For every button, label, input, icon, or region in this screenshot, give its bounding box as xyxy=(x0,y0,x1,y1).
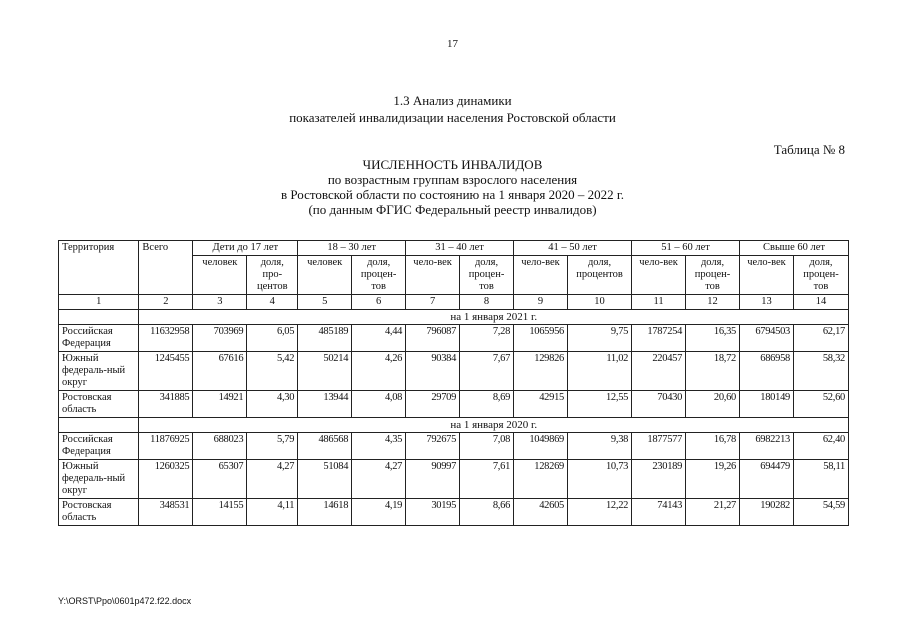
value-cell: 58,11 xyxy=(793,460,848,499)
period-label: на 1 января 2020 г. xyxy=(139,418,849,433)
value-cell: 7,28 xyxy=(460,325,514,352)
value-cell: 62,17 xyxy=(793,325,848,352)
column-number: 4 xyxy=(247,295,298,310)
value-cell: 50214 xyxy=(298,352,352,391)
section-title-line2: показателей инвалидизации населения Ростовской области xyxy=(289,110,616,125)
table-row xyxy=(59,352,849,391)
value-cell: 180149 xyxy=(740,391,794,418)
territory-cell: Российская Федерация xyxy=(59,325,139,352)
header-sub-people: человек xyxy=(193,256,247,295)
header-sub-people: чело-век xyxy=(632,256,686,295)
value-cell: 796087 xyxy=(406,325,460,352)
header-group: 41 – 50 лет xyxy=(514,241,632,256)
value-cell: 30195 xyxy=(406,499,460,526)
section-title-line1: 1.3 Анализ динамики xyxy=(393,93,512,108)
value-cell: 10,73 xyxy=(567,460,631,499)
value-cell: 67616 xyxy=(193,352,247,391)
value-cell: 4,27 xyxy=(352,460,406,499)
value-cell: 54,59 xyxy=(793,499,848,526)
header-group: 51 – 60 лет xyxy=(632,241,740,256)
value-cell: 4,35 xyxy=(352,433,406,460)
value-cell: 220457 xyxy=(632,352,686,391)
value-cell: 52,60 xyxy=(793,391,848,418)
value-cell: 11,02 xyxy=(567,352,631,391)
value-cell: 230189 xyxy=(632,460,686,499)
value-cell: 6794503 xyxy=(740,325,794,352)
column-number: 9 xyxy=(514,295,568,310)
table-body xyxy=(59,310,849,526)
value-cell: 11876925 xyxy=(139,433,193,460)
value-cell: 42605 xyxy=(514,499,568,526)
header-group: 18 – 30 лет xyxy=(298,241,406,256)
value-cell: 14921 xyxy=(193,391,247,418)
header-sub-share: доля, процен-тов xyxy=(686,256,740,295)
value-cell: 1877577 xyxy=(632,433,686,460)
header-sub-share: доля, процен-тов xyxy=(793,256,848,295)
value-cell: 14155 xyxy=(193,499,247,526)
column-number: 8 xyxy=(460,295,514,310)
value-cell: 7,61 xyxy=(460,460,514,499)
value-cell: 90997 xyxy=(406,460,460,499)
table-title-line2: по возрастным группам взрослого населения xyxy=(327,172,578,187)
value-cell: 16,35 xyxy=(686,325,740,352)
value-cell: 4,19 xyxy=(352,499,406,526)
column-number: 1 xyxy=(59,295,139,310)
value-cell: 51084 xyxy=(298,460,352,499)
value-cell: 4,27 xyxy=(247,460,298,499)
value-cell: 686958 xyxy=(740,352,794,391)
column-number: 7 xyxy=(406,295,460,310)
header-group: 31 – 40 лет xyxy=(406,241,514,256)
value-cell: 7,67 xyxy=(460,352,514,391)
header-sub-share: доля, процентов xyxy=(567,256,631,295)
value-cell: 1787254 xyxy=(632,325,686,352)
value-cell: 4,30 xyxy=(247,391,298,418)
table-row xyxy=(59,499,849,526)
header-total: Всего xyxy=(139,241,193,295)
column-number: 14 xyxy=(793,295,848,310)
column-number: 11 xyxy=(632,295,686,310)
header-sub-people: чело-век xyxy=(406,256,460,295)
column-number: 2 xyxy=(139,295,193,310)
value-cell: 21,27 xyxy=(686,499,740,526)
value-cell: 792675 xyxy=(406,433,460,460)
disability-table xyxy=(58,240,849,526)
territory-cell: Ростовская область xyxy=(59,391,139,418)
value-cell: 8,69 xyxy=(460,391,514,418)
value-cell: 6982213 xyxy=(740,433,794,460)
period-label: на 1 января 2021 г. xyxy=(139,310,849,325)
section-title xyxy=(0,92,905,126)
column-number-row xyxy=(59,295,849,310)
value-cell: 12,55 xyxy=(567,391,631,418)
value-cell: 9,38 xyxy=(567,433,631,460)
period-blank-cell xyxy=(59,418,139,433)
value-cell: 5,79 xyxy=(247,433,298,460)
value-cell: 703969 xyxy=(193,325,247,352)
table-label: Таблица № 8 xyxy=(773,142,845,157)
value-cell: 129826 xyxy=(514,352,568,391)
header-sub-people: чело-век xyxy=(740,256,794,295)
header-sub-people: человек xyxy=(298,256,352,295)
value-cell: 11632958 xyxy=(139,325,193,352)
column-number: 10 xyxy=(567,295,631,310)
table-title-main: ЧИСЛЕННОСТЬ ИНВАЛИДОВ xyxy=(362,157,543,172)
value-cell: 13944 xyxy=(298,391,352,418)
value-cell: 12,22 xyxy=(567,499,631,526)
value-cell: 4,08 xyxy=(352,391,406,418)
value-cell: 1260325 xyxy=(139,460,193,499)
value-cell: 9,75 xyxy=(567,325,631,352)
header-sub-share: доля, процен-тов xyxy=(460,256,514,295)
column-number: 3 xyxy=(193,295,247,310)
table-title-line4: (по данным ФГИС Федеральный реестр инвалидов) xyxy=(308,202,597,217)
territory-cell: Российская Федерация xyxy=(59,433,139,460)
header-row-groups xyxy=(59,241,849,256)
value-cell: 65307 xyxy=(193,460,247,499)
value-cell: 694479 xyxy=(740,460,794,499)
value-cell: 5,42 xyxy=(247,352,298,391)
header-sub-share: доля, процен-тов xyxy=(352,256,406,295)
footer-file-path: Y:\ORST\Ppo\0601p472.f22.docx xyxy=(58,596,192,606)
value-cell: 8,66 xyxy=(460,499,514,526)
value-cell: 688023 xyxy=(193,433,247,460)
table-row xyxy=(59,433,849,460)
value-cell: 90384 xyxy=(406,352,460,391)
header-sub-share: доля, про-центов xyxy=(247,256,298,295)
value-cell: 1065956 xyxy=(514,325,568,352)
territory-cell: Южный федераль-ный округ xyxy=(59,460,139,499)
value-cell: 341885 xyxy=(139,391,193,418)
value-cell: 1245455 xyxy=(139,352,193,391)
value-cell: 6,05 xyxy=(247,325,298,352)
column-number: 5 xyxy=(298,295,352,310)
table-title xyxy=(0,157,905,217)
value-cell: 42915 xyxy=(514,391,568,418)
header-group: Свыше 60 лет xyxy=(740,241,849,256)
value-cell: 348531 xyxy=(139,499,193,526)
value-cell: 16,78 xyxy=(686,433,740,460)
table-row xyxy=(59,391,849,418)
value-cell: 1049869 xyxy=(514,433,568,460)
value-cell: 74143 xyxy=(632,499,686,526)
value-cell: 29709 xyxy=(406,391,460,418)
territory-cell: Ростовская область xyxy=(59,499,139,526)
column-number: 6 xyxy=(352,295,406,310)
value-cell: 128269 xyxy=(514,460,568,499)
header-sub-people: чело-век xyxy=(514,256,568,295)
column-number: 12 xyxy=(686,295,740,310)
period-row xyxy=(59,418,849,433)
column-number: 13 xyxy=(740,295,794,310)
value-cell: 486568 xyxy=(298,433,352,460)
value-cell: 14618 xyxy=(298,499,352,526)
value-cell: 485189 xyxy=(298,325,352,352)
value-cell: 7,08 xyxy=(460,433,514,460)
value-cell: 4,11 xyxy=(247,499,298,526)
territory-cell: Южный федераль-ный округ xyxy=(59,352,139,391)
header-group: Дети до 17 лет xyxy=(193,241,298,256)
value-cell: 58,32 xyxy=(793,352,848,391)
value-cell: 190282 xyxy=(740,499,794,526)
value-cell: 20,60 xyxy=(686,391,740,418)
value-cell: 18,72 xyxy=(686,352,740,391)
value-cell: 4,44 xyxy=(352,325,406,352)
value-cell: 4,26 xyxy=(352,352,406,391)
value-cell: 62,40 xyxy=(793,433,848,460)
value-cell: 19,26 xyxy=(686,460,740,499)
table-row xyxy=(59,460,849,499)
value-cell: 70430 xyxy=(632,391,686,418)
header-territory: Территория xyxy=(59,241,139,295)
page-number: 17 xyxy=(447,38,458,50)
table-title-line3: в Ростовской области по состоянию на 1 января 2020 – 2022 г. xyxy=(281,187,624,202)
period-row xyxy=(59,310,849,325)
table-row xyxy=(59,325,849,352)
period-blank-cell xyxy=(59,310,139,325)
